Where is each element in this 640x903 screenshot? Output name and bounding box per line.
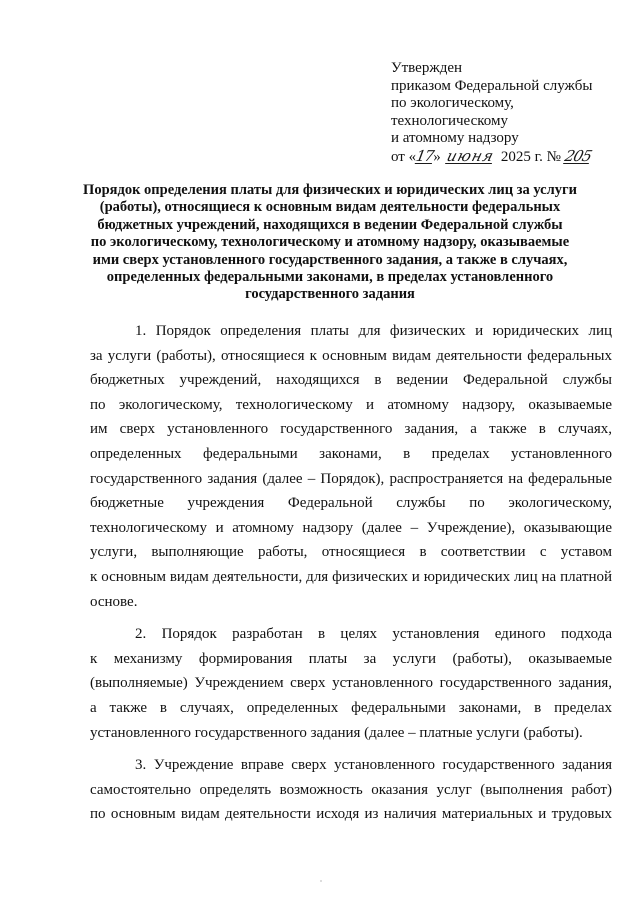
body-line: им сверх установленного государственного задания, а также в случаях, xyxy=(90,421,612,438)
title-line: определенных федеральными законами, в пределах установленного xyxy=(106,269,554,286)
approval-block xyxy=(391,60,631,166)
approval-line: и атомному надзору xyxy=(391,130,519,146)
body-line: (выполняемые) Учреждением сверх установленного государственного задания, xyxy=(90,675,612,692)
date-year: 2025 г. № xyxy=(497,148,565,165)
body-line: самостоятельно определять возможность оказания услуг (выполнения работ) xyxy=(90,781,612,798)
body-line: технологическому и атомному надзору (далее – Учреждение), оказывающие xyxy=(90,519,612,536)
paragraph-3 xyxy=(90,753,612,827)
title-line: ими сверх установленного государственного задания, а также в случаях, xyxy=(92,251,568,268)
body-line: по основным видам деятельности исходя из наличия материальных и трудовых xyxy=(90,806,612,823)
body-line: по экологическому, технологическому и атомному надзору, оказываемые xyxy=(90,396,612,413)
handwritten-day: 17 xyxy=(414,146,435,165)
body-line: за услуги (работы), относящиеся к основным видам деятельности федеральных xyxy=(90,347,612,364)
title-line: бюджетных учреждений, находящихся в ведении Федеральной службы xyxy=(97,216,563,233)
title-line: (работы), относящиеся к основным видам деятельности федеральных xyxy=(99,199,561,216)
date-quote-close: » xyxy=(433,148,441,165)
title-line: по экологическому, технологическому и атомному надзору, оказываемые xyxy=(90,234,570,251)
body-line: бюджетных учреждений, находящихся в ведении Федеральной службы xyxy=(90,372,612,389)
approval-line: технологическому xyxy=(391,112,508,129)
body-line: установленного государственного задания (далее – платные услуги (работы). xyxy=(90,724,583,741)
document-title xyxy=(60,182,600,304)
handwritten-order-number: 205 xyxy=(562,146,593,165)
title-line: Порядок определения платы для физических и юридических лиц за услуги xyxy=(83,182,577,198)
body-line: определенных федеральными законами, в пределах установленного xyxy=(90,445,612,462)
title-line: государственного задания xyxy=(245,286,415,303)
body-line: услуги, выполняющие работы, относящиеся в соответствии с уставом xyxy=(90,544,612,561)
body-line: бюджетные учреждения Федеральной службы по экологическому, xyxy=(90,495,612,512)
approval-date-line xyxy=(391,146,593,165)
document-body xyxy=(90,319,612,827)
body-line: государственного задания (далее – Порядок), распространяется на федеральные xyxy=(90,470,612,487)
body-line: к основным видам деятельности, для физических и юридических лиц на платной xyxy=(90,568,612,585)
paragraph-1 xyxy=(90,319,612,614)
body-line: 1. Порядок определения платы для физических и юридических лиц xyxy=(135,323,612,339)
body-line: а также в случаях, определенных федеральными законами, в пределах xyxy=(90,699,612,716)
body-line: основе. xyxy=(90,593,138,610)
approval-line: по экологическому, xyxy=(391,95,514,111)
body-line: к механизму формирования платы за услуги (работы), оказываемые xyxy=(90,650,612,667)
handwritten-month: июня xyxy=(445,146,497,165)
approval-line: Утвержден xyxy=(391,60,463,76)
paragraph-2 xyxy=(90,622,612,745)
scan-speck xyxy=(320,880,322,882)
body-line: 3. Учреждение вправе сверх установленного государственного задания xyxy=(135,757,612,774)
date-prefix: от « xyxy=(391,148,417,165)
approval-line: приказом Федеральной службы xyxy=(391,77,593,94)
body-line: 2. Порядок разработан в целях установления единого подхода xyxy=(135,626,612,643)
